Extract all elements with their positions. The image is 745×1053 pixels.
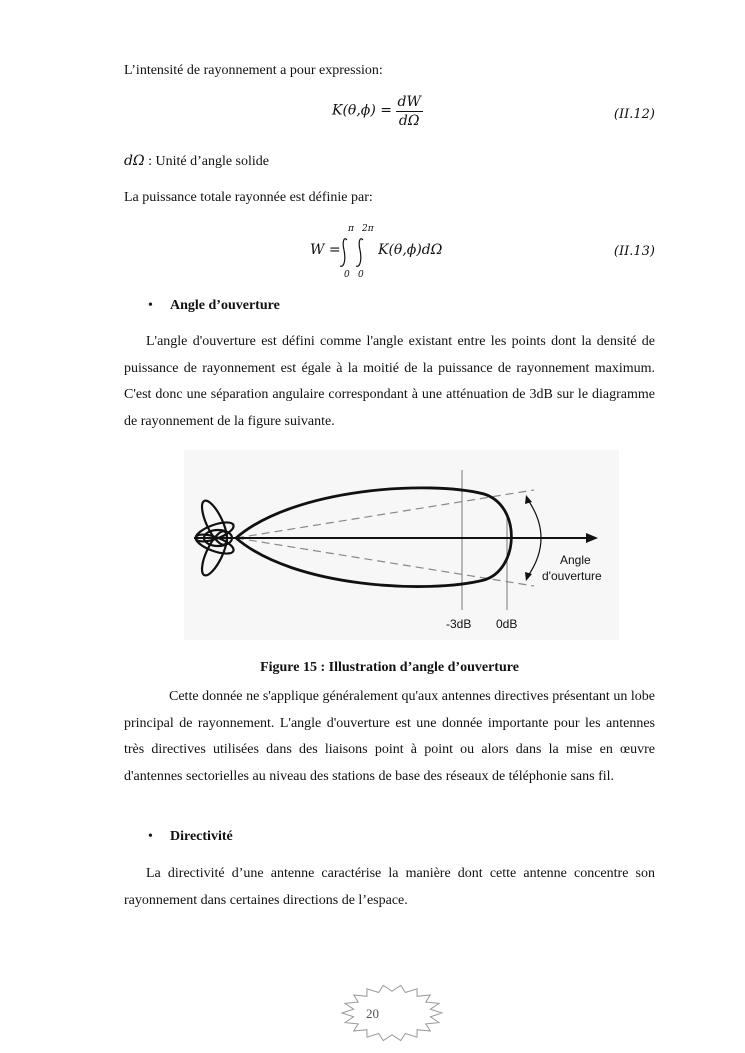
double-integral-icon bbox=[338, 236, 372, 270]
eq12-fraction bbox=[396, 94, 423, 129]
eq13-upper-2: 2π bbox=[362, 224, 374, 234]
section-heading-angle: Angle d’ouverture bbox=[170, 298, 280, 313]
eq13-lower-1: 0 bbox=[344, 270, 350, 280]
bullet-icon: • bbox=[148, 298, 153, 313]
angle-label-line1: Angle bbox=[560, 553, 591, 567]
domega-symbol: dΩ bbox=[124, 153, 145, 169]
angle-label-line2: d'ouverture bbox=[542, 569, 602, 583]
eq12-numerator: dW bbox=[397, 94, 421, 110]
eq12-lhs: K(θ,ϕ) = bbox=[332, 102, 392, 119]
figure-background bbox=[184, 450, 619, 640]
section-heading-directivite: Directivité bbox=[170, 829, 233, 844]
intensity-intro: L’intensité de rayonnement a pour expression: bbox=[124, 63, 383, 78]
eq13-lower-2: 0 bbox=[358, 270, 364, 280]
minus3db-label: -3dB bbox=[446, 617, 472, 631]
eq13-integrand: K(θ,ϕ)dΩ bbox=[378, 242, 443, 258]
domega-definition bbox=[124, 148, 655, 176]
equation-ii-12 bbox=[124, 92, 655, 132]
figure-caption: Figure 15 : Illustration d’angle d’ouverture bbox=[260, 660, 519, 675]
domega-text: : Unité d’angle solide bbox=[144, 154, 269, 169]
eq13-upper-1: π bbox=[348, 224, 354, 234]
eq13-lhs: W = bbox=[310, 242, 341, 258]
directivite-paragraph: La directivité d’une antenne caractérise la manière dont cette antenne concentre son rayonnement dans certaines directions de l’espace. bbox=[124, 866, 655, 908]
eq12-denominator: dΩ bbox=[398, 113, 420, 129]
angle-paragraph: L'angle d'ouverture est défini comme l'angle existant entre les points dont la densité de puissance de rayonnement est égale à la moitié de la puissance de rayonnement maximum. C'est donc une séparation angulaire correspondant à une atténuation de 3dB sur le diagramme de rayonnement de la figure suivante. bbox=[124, 334, 655, 429]
zero-db-label: 0dB bbox=[496, 617, 518, 631]
eq12-label: (II.12) bbox=[613, 107, 655, 122]
bullet-icon: • bbox=[148, 829, 153, 844]
page-number: 20 bbox=[366, 1006, 379, 1021]
radiation-pattern-figure bbox=[184, 450, 619, 640]
donnee-paragraph: Cette donnée ne s'applique généralement qu'aux antennes directives présentant un lobe principal de rayonnement. L'angle d'ouverture est une donnée importante pour les antennes très directives utilisées dans des liaisons point à point ou alors dans la mise en œuvre d'antennes sectorielles au niveau des stations de base des réseaux de téléphonie sans fil. bbox=[124, 689, 655, 784]
power-intro: La puissance totale rayonnée est définie par: bbox=[124, 190, 373, 205]
eq13-label: (II.13) bbox=[613, 244, 655, 259]
equation-ii-13 bbox=[124, 222, 655, 282]
